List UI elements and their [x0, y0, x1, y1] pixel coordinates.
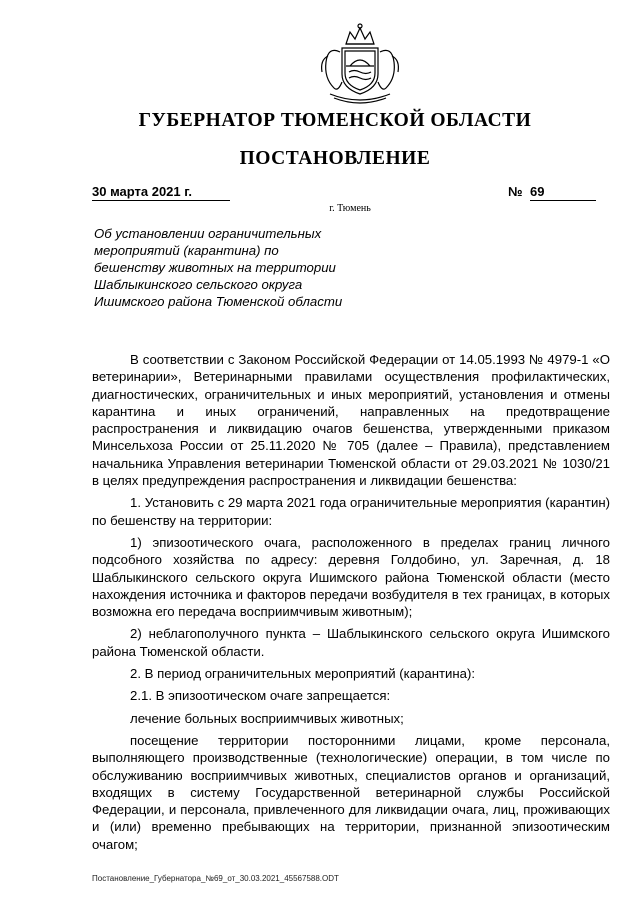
paragraph-prohibition-1: лечение больных восприимчивых животных;	[130, 710, 404, 726]
paragraph-preamble: В соответствии с Законом Российской Федерации от 14.05.1993 № 4979-1 «О ветеринарии», Ветеринарными правилами осуществления профилактических, диагностических, ограничительных и иных мероприятий, установления и отмены карантина и иных ограничений, направленных на предотвращение распространения и ликвидацию очагов бешенства, утвержденными приказом Минсельхоза России от 25.11.2020 № 705 (далее – Правила), представлением начальника Управления ветеринарии Тюменской области от 29.03.2021 № 1030/21 в целях предупреждения распространения и ликвидации бешенства:	[92, 352, 610, 489]
paragraph-subitem-1: 1) эпизоотического очага, расположенного в пределах границ личного подсобного хозяйства по адресу: деревня Голдобино, ул. Заречная, д. 18 Шаблыкинского сельского округа Ишимского района Тюменской области (место нахождения источника и факторов передачи возбудителя в тех границах, в которых возможна его передача восприимчивым животным);	[92, 534, 610, 620]
issuer-title: ГУБЕРНАТОР ТЮМЕНСКОЙ ОБЛАСТИ	[138, 110, 532, 131]
document-date: 30 марта 2021 г.	[92, 184, 230, 201]
paragraph-item-1: 1. Установить с 29 марта 2021 года ограничительные мероприятия (карантин) по бешенству на территории:	[92, 495, 610, 528]
document-number	[508, 184, 604, 200]
paragraph-item-2-1: 2.1. В эпизоотическом очаге запрещается:	[130, 688, 391, 704]
number-label: №	[508, 184, 523, 199]
document-subject	[94, 225, 384, 310]
subject-line: Об установлении ограничительных	[94, 226, 322, 241]
paragraph-prohibition-2: посещение территории посторонними лицами, кроме персонала, выполняющего производственные (технологические) операции, в том числе по обслуживанию восприимчивых животных, специалистов органов и организаций, входящих в систему Государственной ветеринарной службы Российской Федерации, и персонала, привлеченного для ликвидации очага, лиц, проживающих и (или) временно пребывающих на территории, признанной эпизоотическим очагом;	[92, 732, 610, 852]
file-name-footer: Постановление_Губернатора_№69_от_30.03.2021_45567588.ODT	[92, 874, 339, 883]
issue-city: г. Тюмень	[329, 203, 371, 214]
coat-of-arms-icon	[310, 22, 410, 106]
subject-line: мероприятий (карантина) по	[94, 243, 279, 258]
number-value: 69	[530, 184, 596, 201]
document-type: ПОСТАНОВЛЕНИЕ	[239, 148, 431, 169]
paragraph-item-2: 2. В период ограничительных мероприятий (карантина):	[130, 666, 476, 682]
subject-line: Ишимского района Тюменской области	[94, 294, 343, 309]
paragraph-subitem-2: 2) неблагополучного пункта – Шаблыкинского сельского округа Ишимского района Тюменской области.	[92, 626, 610, 659]
document-body	[92, 351, 610, 853]
subject-line: бешенству животных на территории	[94, 260, 336, 275]
subject-line: Шаблыкинского сельского округа	[94, 277, 303, 292]
